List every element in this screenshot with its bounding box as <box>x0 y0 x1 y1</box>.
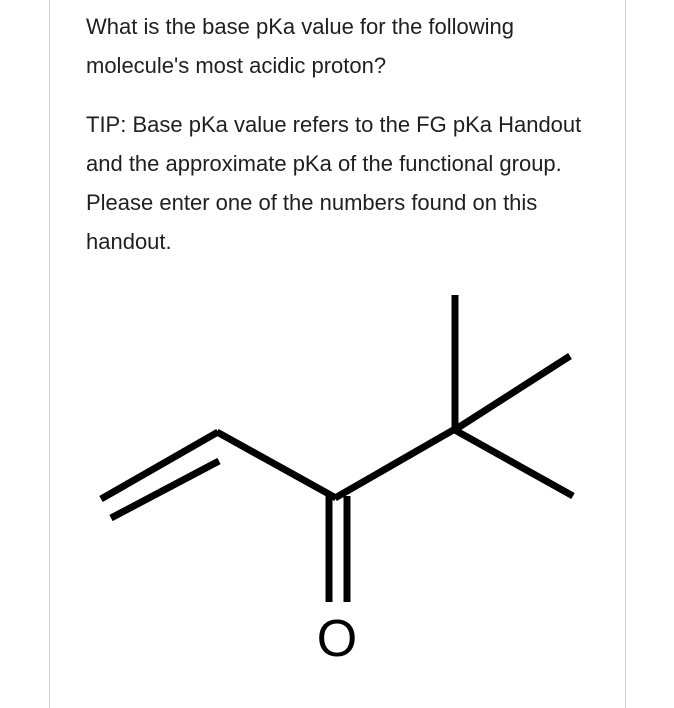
question-text: What is the base pKa value for the following molecule's most acidic proton? <box>86 14 515 78</box>
vinyl-double-bond-line-2 <box>111 461 219 518</box>
vinyl-to-carbonyl-bond <box>217 432 336 498</box>
carbonyl-to-tert-butyl-bond <box>335 429 455 498</box>
tert-butyl-methyl-upright-bond <box>453 356 570 431</box>
tert-butyl-methyl-downright-bond <box>453 429 573 496</box>
tip-text: TIP: Base pKa value refers to the FG pKa Handout and the approximate pKa of the functional group. Please enter one of the numbers found on this handout. <box>86 112 582 254</box>
oxygen-atom-label: O <box>316 610 358 668</box>
